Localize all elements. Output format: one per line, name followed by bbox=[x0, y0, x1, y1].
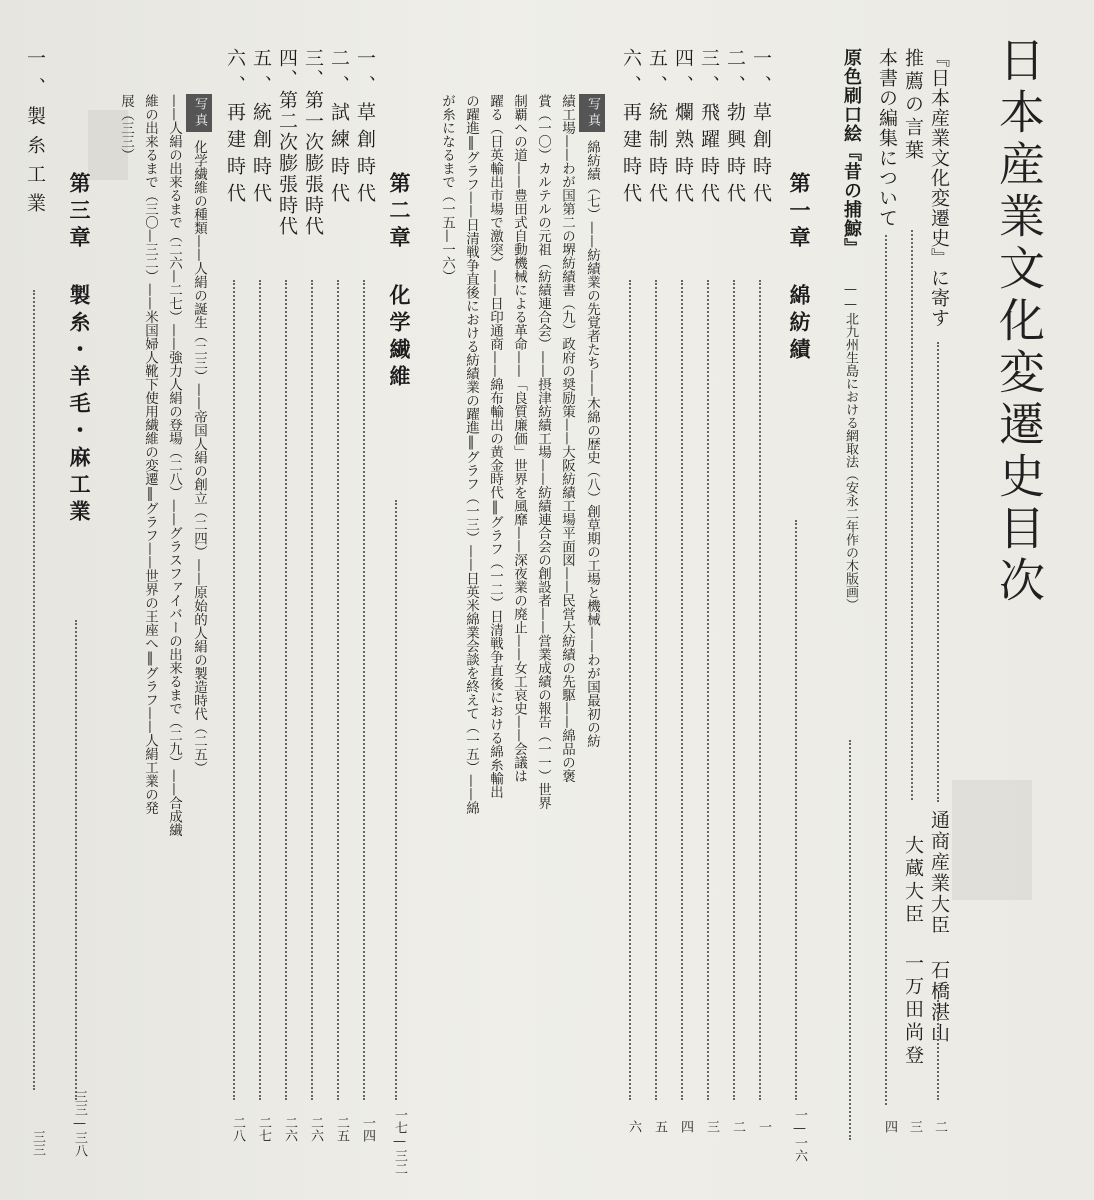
leader-dots bbox=[681, 280, 683, 1100]
page-number: 二六 bbox=[282, 1116, 297, 1142]
caption-line: 賞（一〇）カルテルの元祖（紡績連合会）——摂津紡績工場——紡績連合会の創設者——営業成績の報告（一一）世界 bbox=[535, 94, 551, 810]
front-item-recommendation: 推薦の言葉 bbox=[902, 48, 924, 163]
section-item: 六、再建時代 bbox=[620, 48, 642, 210]
leader-dots bbox=[885, 235, 887, 1105]
leader-dots bbox=[655, 280, 657, 1100]
page-number: 三三 bbox=[30, 1130, 45, 1156]
frontispiece-title: 原色刷口絵『昔の捕鯨』 bbox=[841, 48, 862, 257]
leader-dots bbox=[259, 280, 261, 1100]
front-item-editorial: 本書の編集について bbox=[876, 48, 898, 228]
photo-captions bbox=[112, 94, 212, 1154]
caption-line: 綿紡績（七）——紡績業の先覚者たち——木綿の歴史（八）創草期の工場と機械——わが国最初の紡 bbox=[584, 140, 600, 748]
bleed-through-shade bbox=[952, 780, 1032, 900]
leader-dots bbox=[937, 342, 939, 802]
section-item: 五、統制時代 bbox=[646, 48, 668, 210]
section-item: 四、第二次膨張時代 bbox=[276, 48, 298, 237]
page-range: 一—一六 bbox=[792, 1108, 807, 1162]
front-item-recommendation-author: 大蔵大臣 一万田尚登 bbox=[902, 835, 924, 1068]
section-item: 一、製糸工業 bbox=[24, 48, 46, 222]
chapter-heading: 第三章 製糸・羊毛・麻工業 bbox=[67, 172, 92, 527]
page-number: 二五 bbox=[334, 1116, 349, 1142]
page-number: 四 bbox=[678, 1120, 693, 1133]
front-item-dedication-author: 通商産業大臣 石橋湛山 bbox=[928, 810, 950, 1044]
leader-dots bbox=[363, 280, 365, 1100]
leader-dots bbox=[337, 280, 339, 1100]
page-number: 二七 bbox=[256, 1116, 271, 1142]
leader-dots bbox=[911, 230, 913, 800]
leader-dots bbox=[759, 280, 761, 1100]
page-number: 一四 bbox=[360, 1116, 375, 1142]
page-number: 二八 bbox=[230, 1116, 245, 1142]
leader-dots bbox=[629, 280, 631, 1100]
page-range: 三三—三八 bbox=[72, 1090, 87, 1157]
page-number: 三 bbox=[704, 1120, 719, 1133]
section-item: 五、統創時代 bbox=[250, 48, 272, 210]
photo-captions bbox=[430, 94, 605, 1154]
page-title: 日本産業文化変遷史目次 bbox=[992, 36, 1046, 608]
section-item: 二、勃興時代 bbox=[724, 48, 746, 210]
page-number: 二 bbox=[730, 1120, 745, 1133]
page-number: 五 bbox=[652, 1120, 667, 1133]
front-item-dedication: 『日本産業文化変遷史』に寄す bbox=[928, 48, 950, 328]
caption-line: の躍進‖グラフ——日清戦争直後における紡績業の躍進‖グラフ（一三）——日英米綿業会談を終えて（一五）——綿 bbox=[463, 94, 479, 815]
photo-tag: 写真 bbox=[186, 94, 212, 132]
caption-line: 展（三三） bbox=[118, 94, 134, 162]
page-range: 一七—三二 bbox=[392, 1108, 407, 1175]
leader-dots bbox=[707, 280, 709, 1100]
page-number: 四 bbox=[882, 1120, 897, 1133]
section-item: 一、草創時代 bbox=[750, 48, 772, 210]
section-item: 一、草創時代 bbox=[354, 48, 376, 210]
leader-dots bbox=[795, 520, 797, 1100]
caption-line: 維の出来るまで（三〇—三二）——米国婦人靴下使用繊維の変遷‖グラフ——世界の王座へ‖グラフ——人絹工業の発 bbox=[142, 94, 158, 815]
page-number: 二六 bbox=[308, 1116, 323, 1142]
caption-line: ——人絹の出来るまで（二六—二七）——強力人絹の登場（二八）——グラスファイバーの出来るまで（二九）——合成繊 bbox=[166, 94, 182, 837]
caption-line: 績工場——わが国第二の堺紡績書（九）政府の奨励策——大阪紡績工場平面図——民営大紡績の先駆——綿品の褒 bbox=[559, 94, 575, 783]
leader-dots bbox=[395, 500, 397, 1100]
leader-dots bbox=[33, 290, 35, 1090]
section-item: 三、飛躍時代 bbox=[698, 48, 720, 210]
chapter-heading: 第一章 綿紡績 bbox=[787, 172, 812, 365]
chapter-heading: 第二章 化学繊維 bbox=[387, 172, 412, 392]
leader-dots bbox=[937, 1000, 939, 1100]
leader-dots bbox=[233, 280, 235, 1100]
section-item: 二、試練時代 bbox=[328, 48, 350, 210]
page-number: 六 bbox=[626, 1120, 641, 1133]
leader-dots bbox=[75, 620, 77, 1100]
caption-line: 制覇への道——豊田式自動機械による革命——「良質廉価」世界を風靡——深夜業の廃止——女工哀史——会議は bbox=[511, 94, 527, 783]
caption-line: 化学繊維の種類——人絹の誕生（二三）——帝国人絹の創立（二四）——原始的人絹の製造時代（二五） bbox=[191, 140, 207, 775]
section-item: 四、爛熟時代 bbox=[672, 48, 694, 210]
leader-dots bbox=[311, 280, 313, 1100]
leader-dots bbox=[733, 280, 735, 1100]
section-item: 三、第一次膨張時代 bbox=[302, 48, 324, 237]
page-number: 一 bbox=[756, 1120, 771, 1133]
photo-tag: 写真 bbox=[579, 94, 605, 132]
page-number: 二 bbox=[932, 1120, 947, 1133]
leader-dots bbox=[849, 740, 851, 1140]
leader-dots bbox=[285, 280, 287, 1100]
caption-line: 躍る（日英輸出市場で激突）——日印通商——綿布輸出の黄金時代‖グラフ（一二）日清戦争直後における綿糸輸出 bbox=[487, 94, 503, 799]
caption-line: が糸になるまで（一五—一六） bbox=[439, 94, 455, 283]
page-number: 三 bbox=[907, 1120, 922, 1133]
section-item: 六、再建時代 bbox=[224, 48, 246, 210]
frontispiece-subtitle: ——北九州生島における網取法（安永二年作の木版画） bbox=[843, 282, 858, 611]
